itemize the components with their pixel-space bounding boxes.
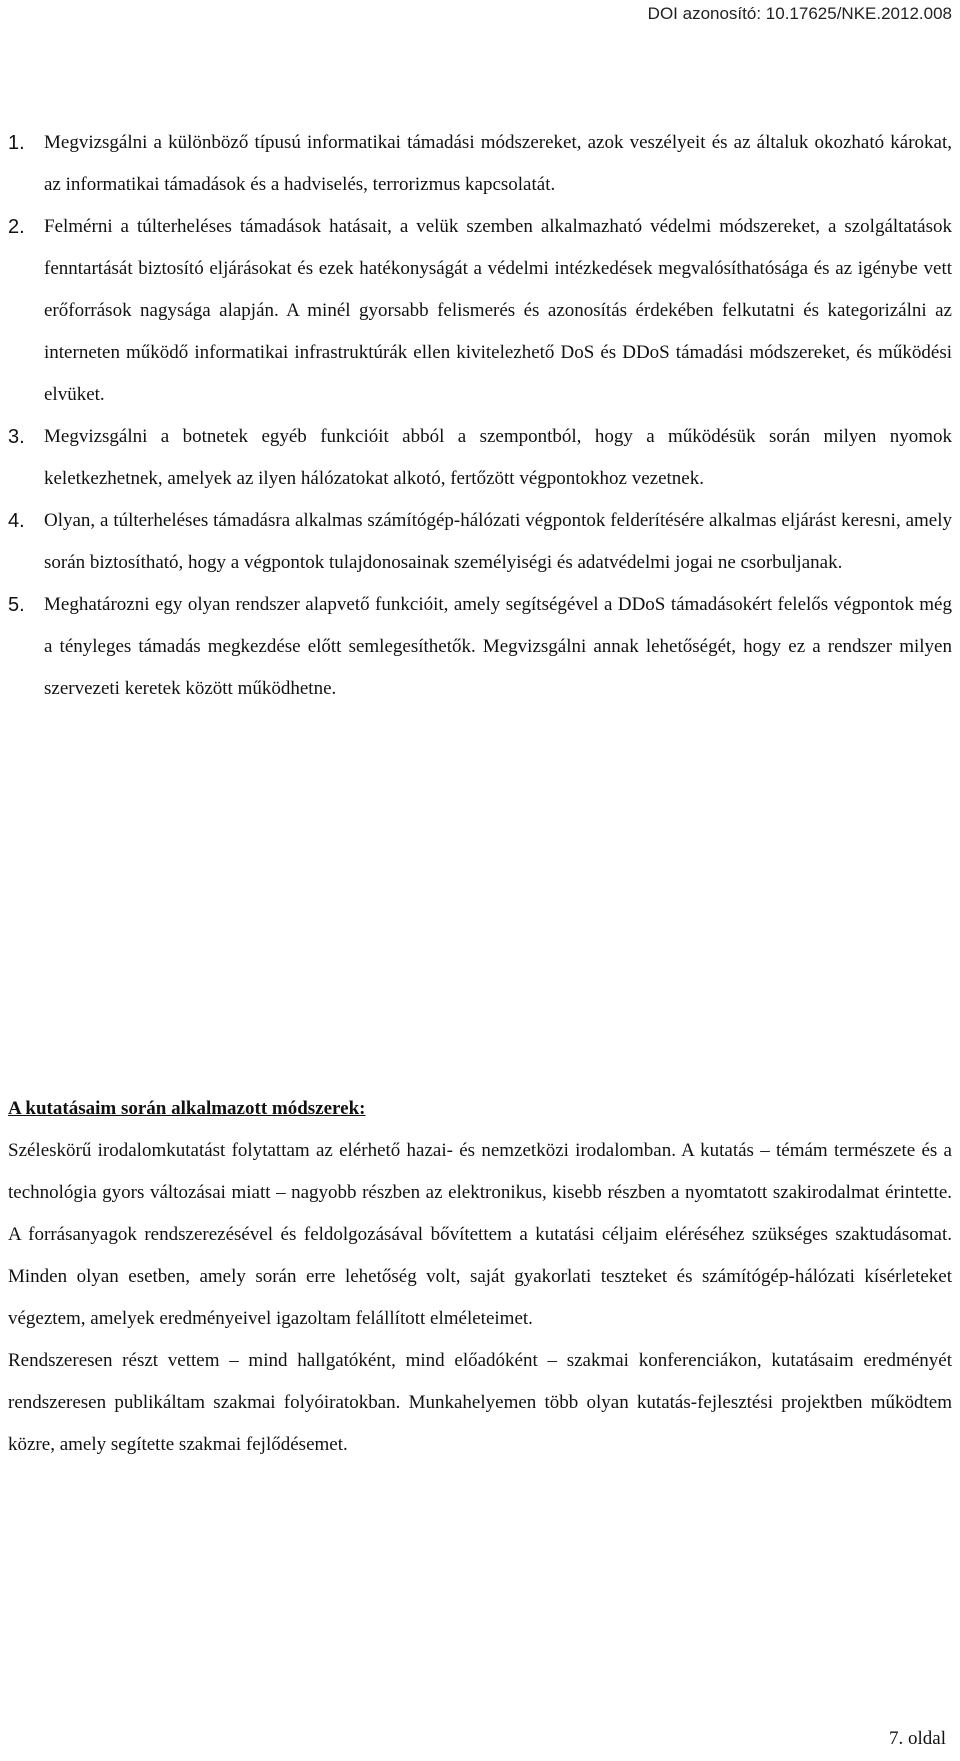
- goal-text: Felmérni a túlterheléses támadások hatásait, a velük szemben alkalmazható védelmi módszereket, a szolgáltatások fenntartását biztosító eljárásokat és ezek hatékonyságát a védelmi intézkedések megvalósíthatósága és az igénybe vett erőforrások nagysága alapján. A minél gyorsabb felismerés és azonosítás érdekében felkutatni és kategorizálni az interneten működő informatikai infrastruktúrák ellen kivitelezhető DoS és DDoS támadási módszereket, és működési elvüket.: [44, 216, 952, 405]
- goal-number: 4.: [8, 510, 25, 532]
- goal-item: [8, 584, 952, 710]
- methods-heading: A kutatásaim során alkalmazott módszerek:: [8, 1098, 366, 1119]
- goal-text: Meghatározni egy olyan rendszer alapvető funkcióit, amely segítségével a DDoS támadásokért felelős végpontok még a tényleges támadás megkezdése előtt semlegesíthetők. Megvizsgálni annak lehetőségét, hogy ez a rendszer milyen szervezeti keretek között működhetne.: [44, 594, 952, 699]
- goal-number: 3.: [8, 426, 25, 448]
- page-number: 7. oldal: [889, 1728, 946, 1749]
- methods-paragraph: Széleskörű irodalomkutatást folytattam az elérhető hazai- és nemzetközi irodalomban. A kutatás – témám természete és a technológia gyors változásai miatt – nagyobb részben az elektronikus, kisebb részben a nyomtatott szakirodalmat érintette. A forrásanyagok rendszerezésével és feldolgozásával bővítettem a kutatási céljaim eléréséhez szükséges szaktudásomat. Minden olyan esetben, amely során erre lehetőség volt, saját gyakorlati teszteket és számítógép-hálózati kísérleteket végeztem, amelyek eredményeivel igazoltam felállított elméleteimet.: [8, 1140, 952, 1329]
- methods-paragraph: Rendszeresen részt vettem – mind hallgatóként, mind előadóként – szakmai konferenciákon, kutatásaim eredményét rendszeresen publikáltam szakmai folyóiratokban. Munkahelyemen több olyan kutatás-fejlesztési projektben működtem közre, amely segítette szakmai fejlődésemet.: [8, 1350, 952, 1455]
- goal-item: [8, 500, 952, 584]
- doi-identifier: DOI azonosító: 10.17625/NKE.2012.008: [647, 4, 952, 23]
- goal-item: [8, 122, 952, 206]
- goal-number: 1.: [8, 132, 25, 154]
- goal-text: Megvizsgálni a botnetek egyéb funkcióit abból a szempontból, hogy a működésük során milyen nyomok keletkezhetnek, amelyek az ilyen hálózatokat alkotó, fertőzött végpontokhoz vezetnek.: [44, 426, 952, 489]
- goal-item: [8, 206, 952, 416]
- goal-number: 5.: [8, 594, 25, 616]
- goal-item: [8, 416, 952, 500]
- goal-text: Olyan, a túlterheléses támadásra alkalmas számítógép-hálózati végpontok felderítésére alkalmas eljárást keresni, amely során biztosítható, hogy a végpontok tulajdonosainak személyiségi és adatvédelmi jogai ne csorbuljanak.: [44, 510, 952, 573]
- goal-number: 2.: [8, 216, 25, 238]
- methods-section: [8, 1088, 952, 1466]
- goal-text: Megvizsgálni a különböző típusú informatikai támadási módszereket, azok veszélyeit és az általuk okozható károkat, az informatikai támadások és a hadviselés, terrorizmus kapcsolatát.: [44, 132, 952, 195]
- research-goals-list: [8, 122, 952, 710]
